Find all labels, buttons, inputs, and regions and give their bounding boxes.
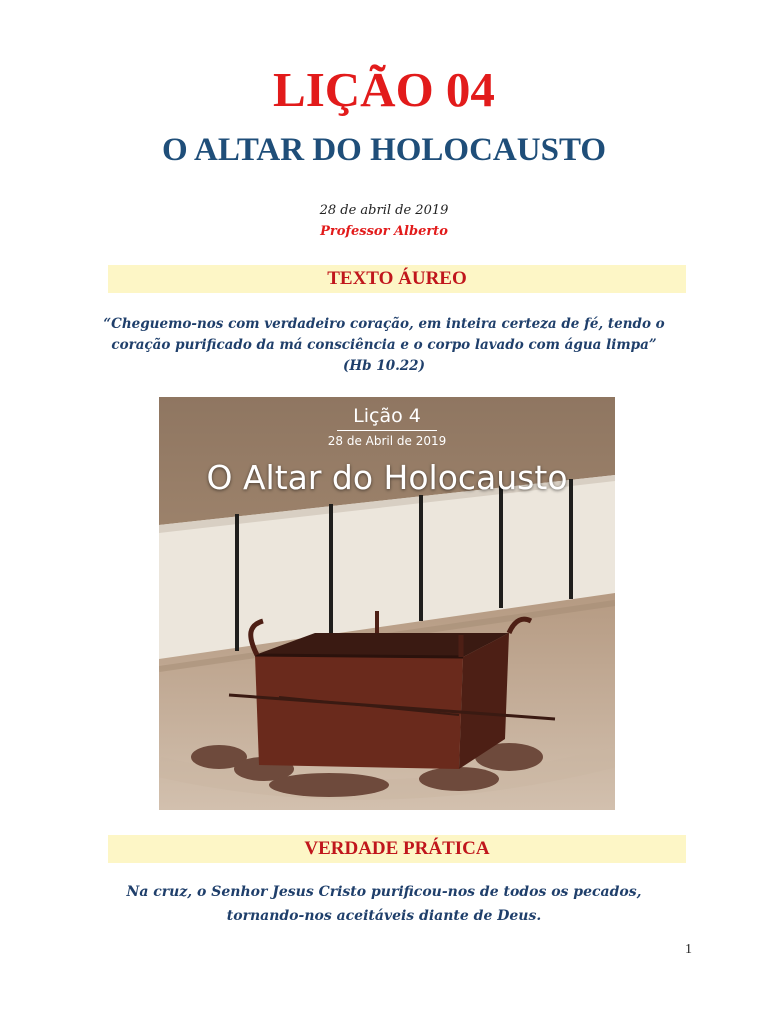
lesson-title: LIÇÃO 04 (273, 62, 495, 117)
practical-truth (92, 880, 676, 928)
truth-line-2: tornando-nos aceitáveis diante de Deus. (226, 908, 542, 924)
golden-text-quote (92, 314, 676, 377)
cover-divider (337, 430, 437, 431)
page-number: 1 (685, 942, 692, 957)
quote-reference: (Hb 10.22) (343, 358, 425, 374)
truth-line-1: Na cruz, o Senhor Jesus Cristo purificou-nos de todos os pecados, (126, 884, 642, 900)
lesson-author: Professor Alberto (320, 224, 448, 239)
quote-line-1: “Cheguemo-nos com verdadeiro coração, em inteira certeza de fé, tendo o (103, 316, 665, 332)
cover-image (159, 397, 615, 810)
verdade-pratica-heading: VERDADE PRÁTICA (108, 835, 686, 863)
cover-date: 28 de Abril de 2019 (327, 434, 447, 448)
cover-lesson-label: Lição 4 (353, 405, 421, 427)
quote-line-2: coração purificado da má consciência e o corpo lavado com água limpa” (111, 337, 657, 353)
lesson-date: 28 de abril de 2019 (319, 203, 449, 218)
texto-aureo-heading: TEXTO ÁUREO (108, 265, 686, 293)
cover-title: O Altar do Holocausto (206, 458, 568, 497)
lesson-subtitle: O ALTAR DO HOLOCAUSTO (161, 132, 607, 168)
